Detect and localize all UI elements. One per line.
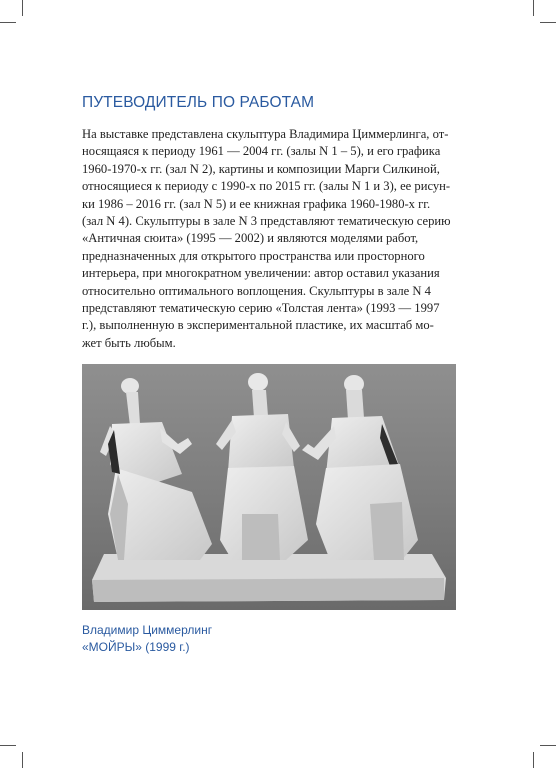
crop-mark	[0, 22, 16, 23]
body-line: «Античная сюита» (1995 — 2002) и являются моделями работ,	[82, 231, 419, 246]
body-line: интерьера, при многократном увеличении: автор оставил указания	[82, 266, 440, 281]
sculpture-photo	[82, 364, 456, 610]
crop-mark	[540, 22, 556, 23]
photo-caption	[82, 622, 212, 656]
body-line: ки 1986 – 2016 гг. (зал N 5) и ее книжная графика 1960-1980-х гг.	[82, 196, 431, 211]
crop-mark	[533, 0, 534, 16]
crop-mark	[0, 745, 16, 746]
body-line: носящаяся к периоду 1961 — 2004 гг. (залы N 1 – 5), и его графика	[82, 144, 441, 159]
crop-mark	[533, 752, 534, 768]
body-line: представляют тематическую серию «Толстая лента» (1993 — 1997	[82, 301, 440, 316]
crop-mark	[22, 0, 23, 16]
body-line: относящиеся к периоду с 1990-х по 2015 гг. (залы N 1 и 3), ее рисун-	[82, 179, 451, 194]
body-line: относительно оптимального воплощения. Скульптуры в зале N 4	[82, 283, 431, 298]
body-line: На выставке представлена скульптура Владимира Циммерлинга, от-	[82, 127, 449, 141]
body-line: жет быть любым.	[82, 335, 176, 350]
caption-author: Владимир Циммерлинг	[82, 623, 213, 637]
body-line: 1960-1970-х гг. (зал N 2), картины и композиции Марги Силкиной,	[82, 161, 440, 176]
page-heading: ПУТЕВОДИТЕЛЬ ПО РАБОТАМ	[82, 94, 315, 111]
caption-title: «МОЙРЫ» (1999 г.)	[82, 640, 190, 654]
body-line: предназначенных для открытого пространства или просторного	[82, 248, 425, 263]
sculpture-illustration	[82, 364, 456, 610]
body-line: (зал N 4). Скульптуры в зале N 3 представляют тематическую серию	[82, 214, 451, 229]
crop-mark	[540, 745, 556, 746]
body-paragraph	[82, 126, 462, 352]
body-line: г.), выполненную в экспериментальной пластике, их масштаб мо-	[82, 318, 434, 333]
crop-mark	[22, 752, 23, 768]
